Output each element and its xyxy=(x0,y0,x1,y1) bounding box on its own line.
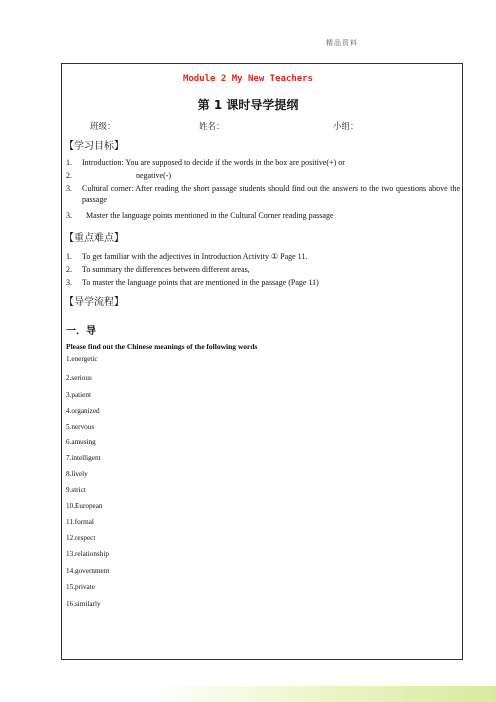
vocab-item: 1.energetic xyxy=(66,355,98,363)
vocab-item: 11.formal xyxy=(66,518,94,526)
goal-text: negative(-) xyxy=(136,171,172,180)
goal-text: Introduction: You are supposed to decide if the words in the box are positive(+) or xyxy=(82,158,345,167)
vocab-item: 12.respect xyxy=(66,534,96,542)
key-point-text: To get familiar with the adjectives in Introduction Activity ① Page 11. xyxy=(82,252,308,261)
section-heading-goals: 【学习目标】 xyxy=(64,141,124,152)
vocab-item: 4.organized xyxy=(66,407,100,415)
vocab-item: 15.private xyxy=(66,583,95,591)
document-title: 第 1 课时导学提纲 xyxy=(197,98,299,112)
dao-heading: 一．导 xyxy=(66,326,96,337)
goal-number: 3. xyxy=(66,211,72,220)
vocab-item: 3.patient xyxy=(66,391,91,399)
section-heading-key-points: 【重点难点】 xyxy=(64,233,124,244)
group-label: 小组： xyxy=(333,121,359,131)
goal-number: 2. xyxy=(66,171,72,180)
vocab-item: 13.relationship xyxy=(66,550,109,558)
vocab-item: 5.nervous xyxy=(66,423,95,431)
goal-text: Master the language points mentioned in the Cultural Corner reading passage xyxy=(86,211,334,220)
key-point-number: 3. xyxy=(66,278,72,287)
goal-item xyxy=(66,183,460,207)
goal-number: 1. xyxy=(66,158,72,167)
goal-text: Cultural corner: After reading the short passage students should find out the answers to the two questions above the passage xyxy=(82,184,460,204)
vocab-item: 8.lively xyxy=(66,470,88,478)
vocab-item: 9.strict xyxy=(66,486,86,494)
vocab-item: 16.similarly xyxy=(66,600,101,608)
key-point-number: 1. xyxy=(66,252,72,261)
goal-number: 3. xyxy=(66,184,72,193)
module-title: Module 2 My New Teachers xyxy=(182,74,314,84)
key-point-text: To master the language points that are mentioned in the passage (Page 11) xyxy=(82,278,319,287)
content-frame xyxy=(61,63,463,660)
vocab-item: 7.intelligent xyxy=(66,454,101,462)
key-point-text: To summary the differences between different areas, xyxy=(82,265,250,274)
instruction-text: Please find out the Chinese meanings of the following words xyxy=(66,342,258,351)
decorative-footer-bar xyxy=(150,686,496,702)
section-heading-process: 【导学流程】 xyxy=(64,297,124,308)
header-note: 精品资料 xyxy=(326,39,358,47)
vocab-item: 14.government xyxy=(66,567,110,575)
name-label: 姓名： xyxy=(199,121,225,131)
vocab-item: 10.European xyxy=(66,502,103,510)
class-label: 班级： xyxy=(90,121,116,131)
key-point-number: 2. xyxy=(66,265,72,274)
vocab-item: 2.serious xyxy=(66,374,92,382)
vocab-item: 6.amusing xyxy=(66,438,96,446)
